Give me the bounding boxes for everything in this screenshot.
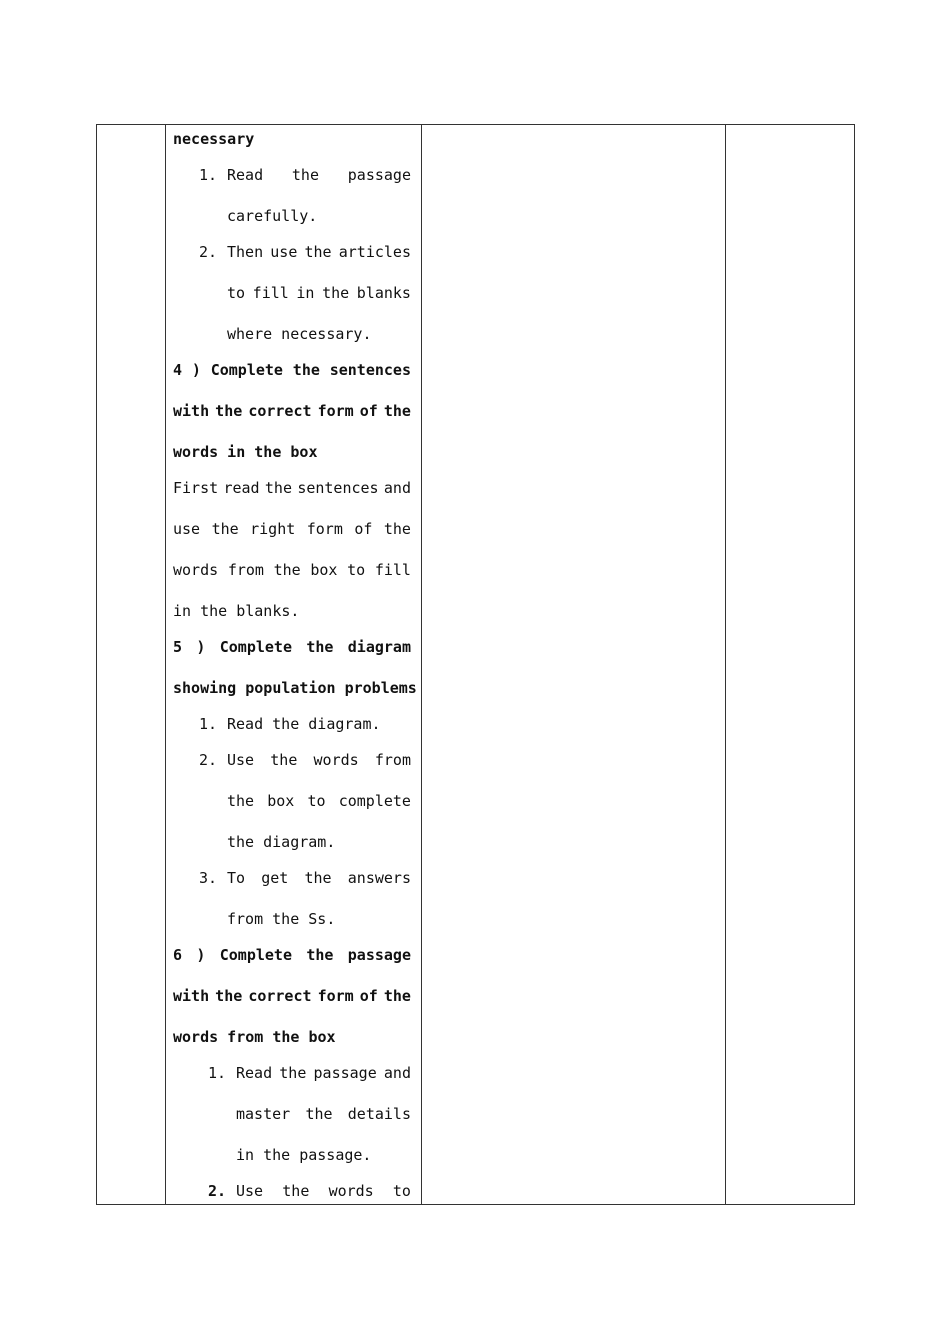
word: to [307,792,326,810]
word: the [291,166,319,184]
word: form [306,520,343,538]
word: the [305,1105,333,1123]
word: the [215,402,243,420]
word: To [227,869,246,887]
instruction-text [173,561,411,579]
list-item-text [227,284,411,302]
word: correct [248,987,312,1005]
list-item-text [236,1064,411,1082]
word: words [173,561,219,579]
word: the [282,1182,310,1200]
word: diagram [347,638,411,656]
word: and [383,1064,411,1082]
word: master [236,1105,291,1123]
list-number: 1. [199,166,218,184]
word: passage [347,166,411,184]
word: the [264,479,292,497]
word: First [173,479,219,497]
word: the [306,946,334,964]
word: the [304,869,332,887]
empty-cell-left [97,125,165,1204]
word: sentences [297,479,379,497]
section-heading: words from the box [173,1028,336,1046]
word: the [279,1064,307,1082]
word: the [322,284,350,302]
word: Use [236,1182,264,1200]
word: form [317,402,354,420]
word: to [392,1182,411,1200]
word: passage [313,1064,377,1082]
word: of [359,402,378,420]
word: the [227,792,255,810]
procedure-cell [165,125,421,1204]
word: Use [227,751,255,769]
word: read [223,479,260,497]
lesson-plan-table [96,124,855,1205]
word: Complete [210,361,283,379]
word: correct [248,402,312,420]
word: use [173,520,201,538]
word: Then [227,243,264,261]
section-heading [173,946,411,964]
list-item-text [227,243,411,261]
section-heading [173,361,411,379]
section-heading: showing population problems [173,679,417,697]
word: right [250,520,296,538]
list-item-text: where necessary. [227,325,372,343]
word: the [215,987,243,1005]
word: with [173,987,210,1005]
section-heading-tail: necessary [173,130,255,148]
list-item-text: Read the diagram. [227,715,381,733]
section-heading [173,987,411,1005]
word: fill [374,561,411,579]
word: Complete [219,946,292,964]
list-item-text [236,1182,411,1200]
list-number: 3. [199,869,218,887]
list-item-text [227,166,411,184]
word: with [173,402,210,420]
word: complete [338,792,411,810]
word: details [347,1105,411,1123]
list-number: 1. [199,715,218,733]
instruction-text: in the blanks. [173,602,300,620]
word: the [304,243,332,261]
word: the [383,987,411,1005]
word: 4 [173,361,183,379]
word: box [310,561,338,579]
word: Complete [219,638,292,656]
instruction-text [173,479,411,497]
section-heading [173,638,411,656]
word: words [313,751,359,769]
word: articles [338,243,411,261]
list-item-text: the diagram. [227,833,336,851]
word: fill [252,284,289,302]
list-number: 2. [199,751,218,769]
word: the [292,361,320,379]
word: answers [347,869,411,887]
word: get [261,869,289,887]
word: the [270,751,298,769]
word: and [383,479,411,497]
word: the [383,402,411,420]
word: of [354,520,373,538]
word: to [347,561,366,579]
word: the [383,520,411,538]
word: words [328,1182,374,1200]
word: sentences [329,361,411,379]
word: of [359,987,378,1005]
word: ) [196,638,206,656]
word: 5 [173,638,183,656]
word: the [211,520,239,538]
instruction-text [173,520,411,538]
empty-cell-right [725,125,856,1204]
section-heading: words in the box [173,443,318,461]
word: ) [196,946,206,964]
word: to [227,284,246,302]
list-item-text: in the passage. [236,1146,372,1164]
word: form [317,987,354,1005]
section-heading [173,402,411,420]
list-item-text [227,869,411,887]
word: passage [347,946,411,964]
word: from [374,751,411,769]
list-item-text [227,751,411,769]
word: from [227,561,264,579]
word: Read [227,166,264,184]
list-number: 2. [199,243,218,261]
word: blanks [356,284,411,302]
list-item-text [236,1105,411,1123]
word: in [296,284,315,302]
list-item-text: carefully. [227,207,318,225]
list-number: 2. [208,1182,227,1200]
empty-cell-notes [421,125,725,1204]
word: 6 [173,946,183,964]
list-item-text [227,792,411,810]
list-number: 1. [208,1064,227,1082]
word: Read [236,1064,273,1082]
word: use [270,243,298,261]
list-item-text: from the Ss. [227,910,336,928]
word: the [273,561,301,579]
word: ) [191,361,201,379]
word: the [306,638,334,656]
word: box [267,792,295,810]
